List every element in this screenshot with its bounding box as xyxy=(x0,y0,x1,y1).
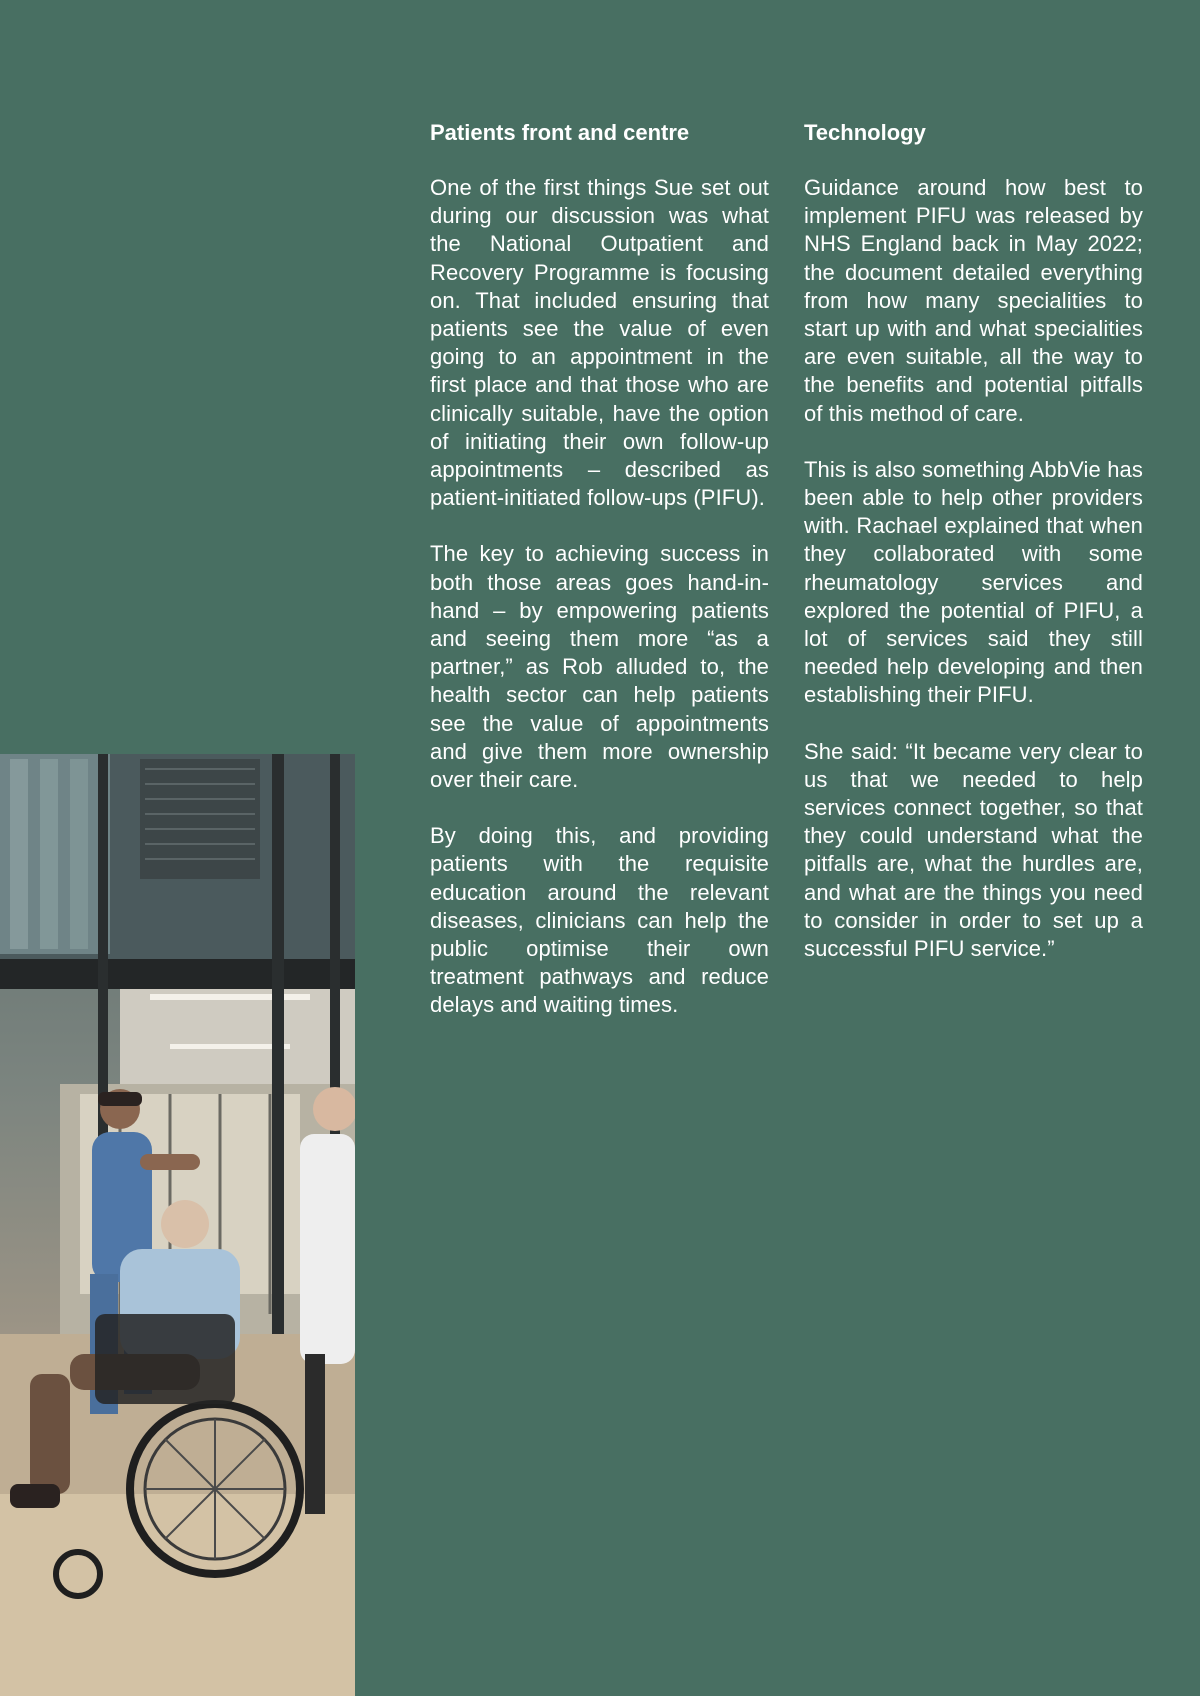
hospital-wheelchair-photo xyxy=(0,754,355,1696)
paragraph: This is also something AbbVie has been able to help other providers with. Rachael explained that when they collaborated with some rheumatology services and explored the potential of PIFU, a lot of services said they still needed help developing and then establishing their PIFU. xyxy=(804,456,1143,708)
right-column xyxy=(804,118,1143,991)
left-column xyxy=(430,118,769,1048)
paragraph: One of the first things Sue set out during our discussion was what the National Outpatient and Recovery Programme is focusing on. That included ensuring that patients see the value of even going to an appointment in the first place and that those who are clinically suitable, have the option of initiating their own follow-up appointments – described as patient-initiated follow-ups (PIFU). xyxy=(430,175,769,511)
paragraph: She said: “It became very clear to us that we needed to help services connect together, so that they could understand what the pitfalls are, what the hurdles are, and what are the things you need to consider in order to set up a successful PIFU service.” xyxy=(804,738,1143,962)
section-heading-technology: Technology xyxy=(804,120,926,145)
paragraph: By doing this, and providing patients with the requisite education around the relevant diseases, clinicians can help the public optimise their own treatment pathways and reduce delays and waiting times. xyxy=(430,823,769,1018)
paragraph: Guidance around how best to implement PIFU was released by NHS England back in May 2022; the document detailed everything from how many specialities to start up with and what specialities are even suitable, all the way to the benefits and potential pitfalls of this method of care. xyxy=(804,175,1143,426)
section-heading-patients: Patients front and centre xyxy=(430,120,690,145)
paragraph: The key to achieving success in both those areas goes hand-in-hand – by empowering patients and seeing them more “as a partner,” as Rob alluded to, the health sector can help patients see the value of appointments and give them more ownership over their care. xyxy=(430,541,769,793)
